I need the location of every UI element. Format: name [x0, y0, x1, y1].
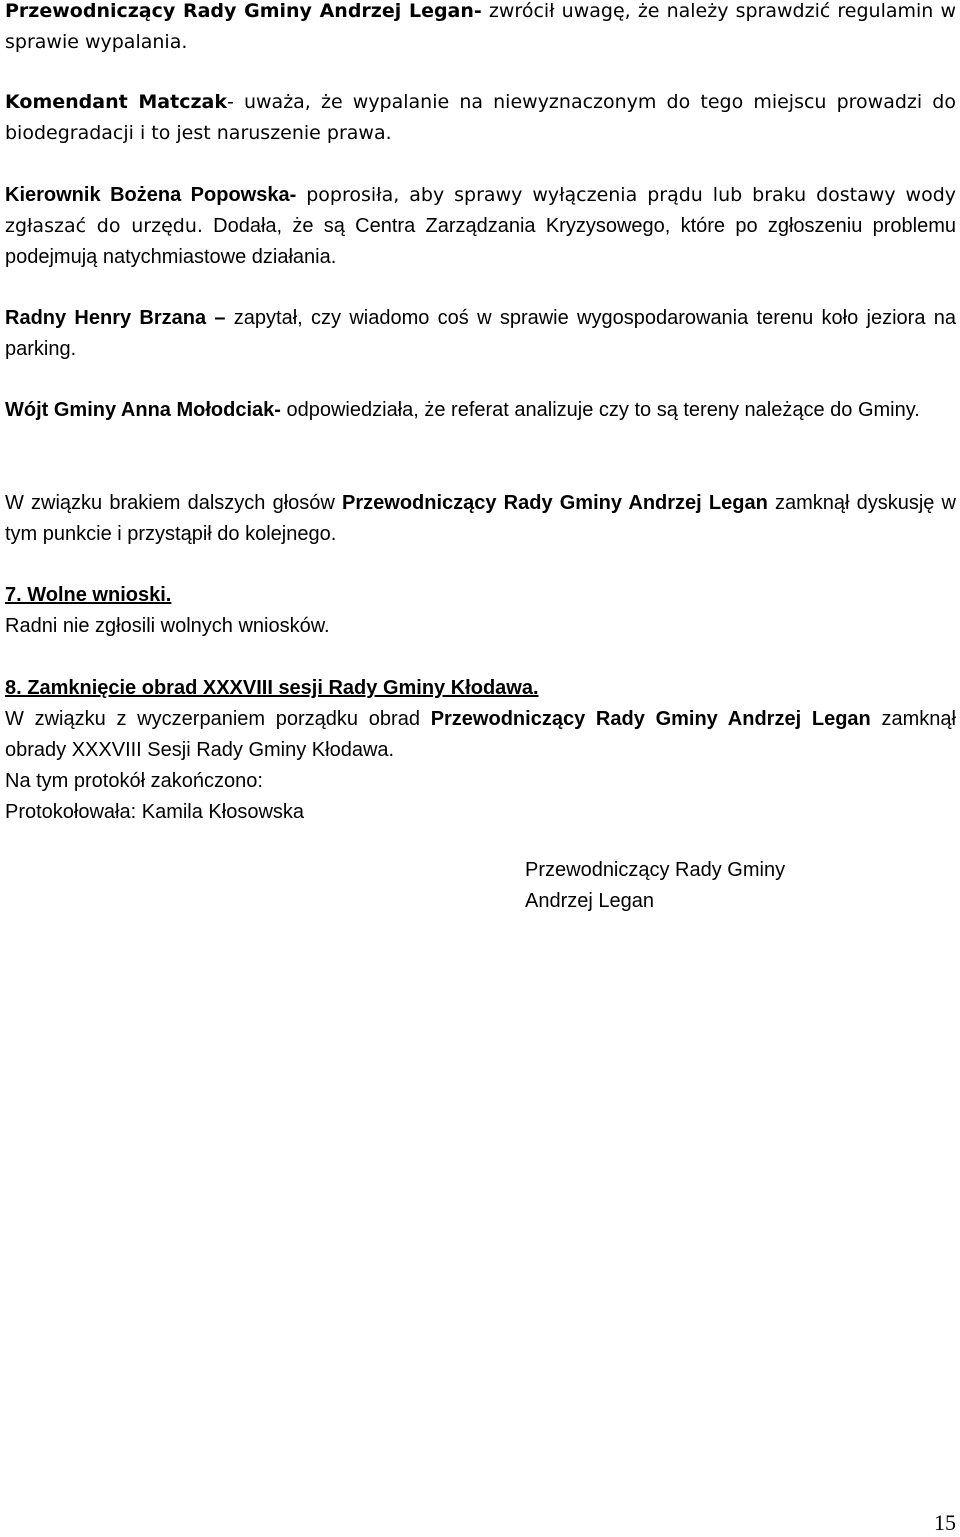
paragraph-text: zapytał, czy wiadomo coś w sprawie wygospodarowania terenu koło jeziora na parking.	[5, 307, 956, 360]
paragraph-text-continued: zamknął obrady XXXVIII Sesji Rady Gminy Kłodawa.	[5, 708, 956, 761]
signature-name: Andrzej Legan	[525, 890, 654, 912]
closing-text: Na tym protokół zakończono:	[5, 770, 263, 792]
paragraph-text: poprosiła, aby sprawy wyłączenia prądu lub braku dostawy wody zgłaszać do urzędu.	[5, 184, 957, 237]
section-text: Radni nie zgłosili wolnych wniosków.	[5, 615, 330, 637]
paragraph-text: odpowiedziała, że referat analizuje czy to są tereny należące do Gminy.	[280, 399, 920, 421]
paragraph-legan-remark	[5, 0, 956, 58]
section-heading: 7. Wolne wnioski.	[5, 584, 172, 606]
paragraph-text: zwrócił uwagę, że należy sprawdzić regulamin w sprawie wypalania.	[5, 0, 957, 53]
speaker-name: Radny Henry Brzana –	[5, 307, 226, 329]
paragraph-molodciak	[5, 395, 956, 426]
section-8	[5, 673, 956, 828]
section-7	[5, 580, 956, 642]
section-heading: 8. Zamknięcie obrad XXXVIII sesji Rady Gminy Kłodawa.	[5, 677, 539, 699]
speaker-name: Przewodniczący Rady Gminy Andrzej Legan	[430, 708, 871, 730]
page-number: 15	[934, 1510, 956, 1535]
paragraph-text: - uważa, że wypalanie na niewyznaczonym do tego miejscu prowadzi do biodegradacji i to jest naruszenie prawa.	[5, 91, 956, 144]
speaker-name: Kierownik Bożena Popowska-	[5, 184, 297, 206]
paragraph-text: W związku brakiem dalszych głosów	[5, 492, 343, 514]
paragraph-popowska	[5, 180, 956, 273]
speaker-name: Przewodniczący Rady Gminy Andrzej Legan-	[5, 0, 482, 22]
signature-title: Przewodniczący Rady Gminy	[525, 859, 786, 881]
paragraph-text-continued: Dodała, że są Centra Zarządzania Kryzysowego, które po zgłoszeniu problemu podejmują natychmiastowe działania.	[5, 215, 956, 268]
paragraph-brzana	[5, 303, 956, 365]
paragraph-text: W związku z wyczerpaniem porządku obrad	[5, 708, 431, 730]
signature-block	[525, 855, 785, 917]
paragraph-matczak	[5, 87, 956, 149]
section-paragraph	[5, 704, 956, 766]
speaker-name: Komendant Matczak	[5, 91, 227, 113]
speaker-name: Przewodniczący Rady Gminy Andrzej Legan	[342, 492, 768, 514]
recorder-text: Protokołowała: Kamila Kłosowska	[5, 801, 305, 823]
paragraph-text-continued: zamknął dyskusję w tym punkcie i przystąpił do kolejnego.	[5, 492, 956, 545]
paragraph-closing-discussion	[5, 488, 956, 550]
speaker-name: Wójt Gminy Anna Mołodciak-	[5, 399, 281, 421]
